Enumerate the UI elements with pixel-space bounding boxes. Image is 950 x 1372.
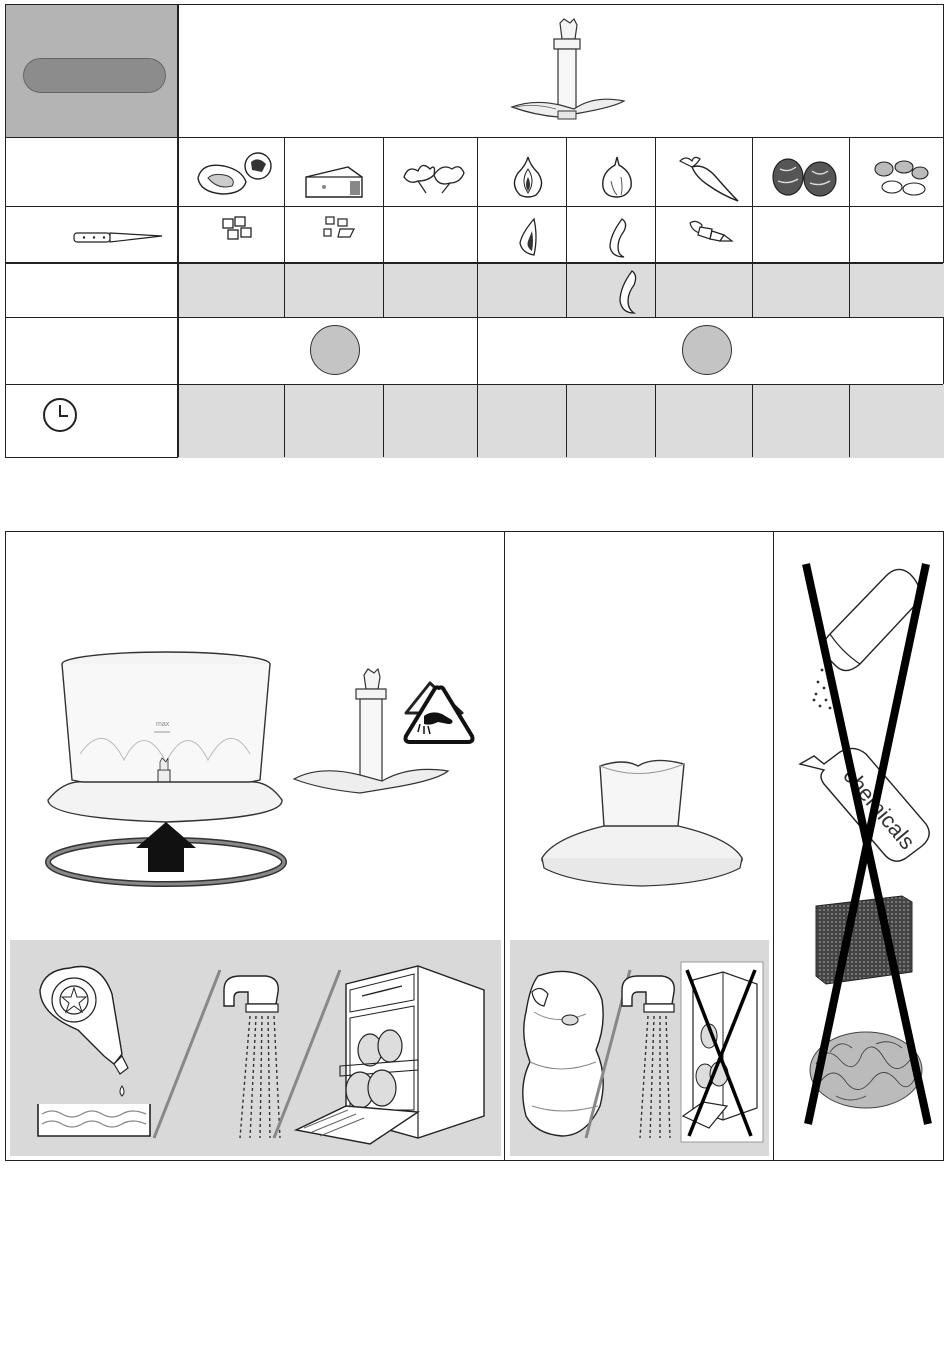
chemicals-label: chemicals [838,763,921,855]
dishwasher-icon [290,960,488,1150]
bowl-with-ring-illustration [44,650,294,890]
speed-circle-2 [682,325,732,375]
garlic-icon [597,155,637,199]
cheese-icon [302,163,366,203]
chopper-blade-icon [504,17,632,127]
row-5-fill [178,384,944,458]
cheese-cubes-icon [320,215,362,241]
prohibited-cross [792,558,942,1128]
lid-illustration [534,756,750,896]
meat-icon [194,150,274,200]
speed-circle-1 [310,325,360,375]
no-dishwasher-icon [679,960,765,1144]
sharp-blade-warning-icon [402,684,476,746]
carrot-icon [676,155,742,203]
almonds-icon [870,157,932,199]
cleaning-panel [5,531,944,1161]
knife-icon [72,229,166,245]
garlic-clove-icon-2 [614,269,642,315]
meat-cubes-icon [219,215,255,243]
tap-water-icon-2 [618,970,684,1142]
onion-slice-icon [516,217,540,259]
carrot-pieces-icon [686,217,736,245]
parsley-icon [398,155,470,197]
clock-icon [42,397,78,433]
bowl-max-label: max [156,721,170,728]
detergent-bottle-icon [30,960,160,1150]
onion-icon [508,155,548,199]
separator-slash-1 [150,968,224,1140]
row-3-fill [178,263,944,317]
model-pill [23,58,166,93]
garlic-clove-icon [604,217,632,259]
food-processing-table [5,4,944,458]
walnuts-icon [770,155,840,199]
